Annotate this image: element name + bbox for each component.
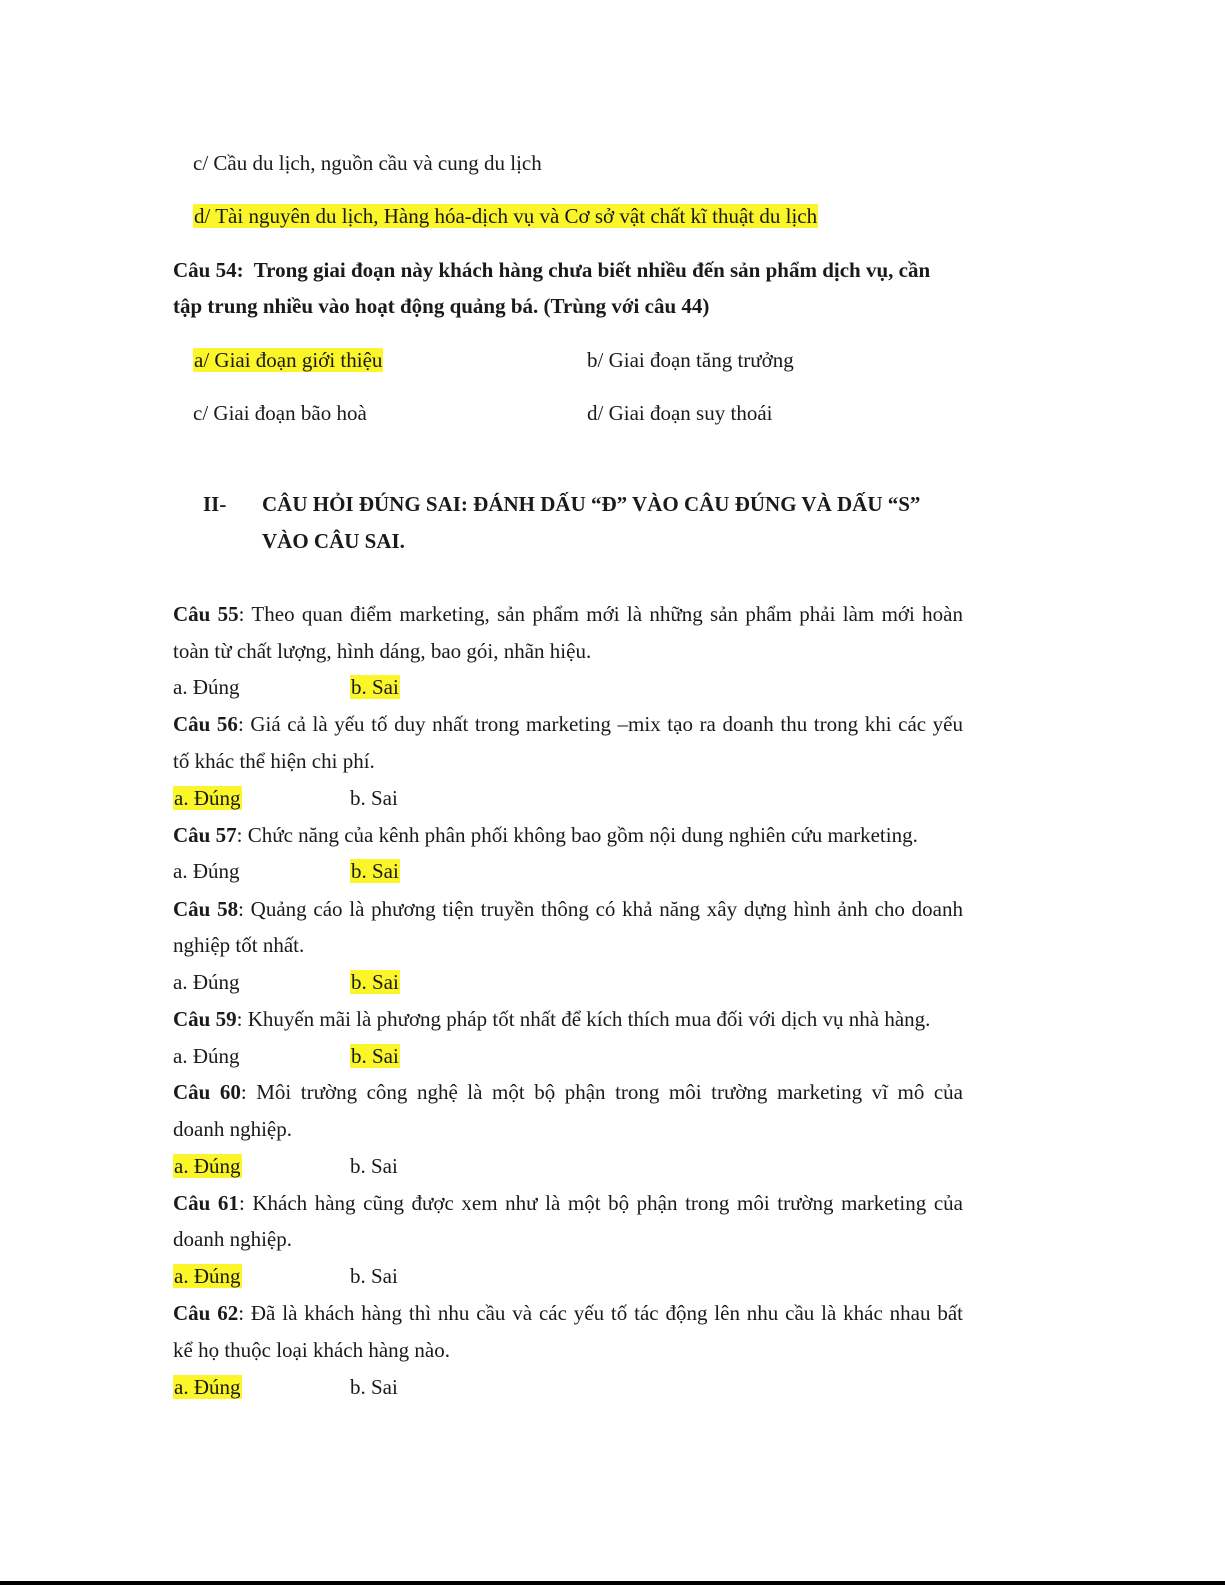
q56-text-line1: : Giá cả là yếu tố duy nhất trong marketing –mix tạo ra doanh thu trong khi các yếu [237,712,963,736]
section2-title-line2: VÀO CÂU SAI. [262,529,405,553]
q57-option-a: a. Đúng [173,859,240,883]
q54-prompt-line1 [173,256,930,284]
q57-label: Câu 57 [173,823,237,847]
q56-label: Câu 56 [173,712,238,736]
q61-option-a-text: a. Đúng [174,1264,241,1288]
q59-option-b-text: b. Sai [351,1044,399,1068]
q53-option-d-text: d/ Tài nguyên du lịch, Hàng hóa-dịch vụ và Cơ sở vật chất kĩ thuật du lịch [194,204,818,228]
q56-text-line2: tố khác thể hiện chi phí. [173,749,375,773]
q60-option-b: b. Sai [350,1154,398,1178]
q56-line1 [173,710,963,738]
q55-text-line1: : Theo quan điểm marketing, sản phẩm mới là những sản phẩm phải làm mới hoàn [238,602,963,626]
q61-option-a [173,1262,242,1290]
q54-option-b: b/ Giai đoạn tăng trưởng [587,348,794,372]
q57-option-b-text: b. Sai [351,859,399,883]
q62-option-b: b. Sai [350,1375,398,1399]
q60-text-line1: : Môi trường công nghệ là một bộ phận trong môi trường marketing vĩ mô của [240,1080,963,1104]
q61-label: Câu 61 [173,1191,239,1215]
q54-text-line1: Trong giai đoạn này khách hàng chưa biết nhiều đến sản phẩm dịch vụ, cần [253,258,931,282]
q54-option-a [193,346,383,374]
q57-option-b [350,857,400,885]
q62-label: Câu 62 [173,1301,239,1325]
q56-option-a [173,784,242,812]
q58-option-a: a. Đúng [173,970,240,994]
q57-text-line1: : Chức năng của kênh phân phối không bao gồm nội dung nghiên cứu marketing. [236,823,918,847]
q60-text-line2: doanh nghiệp. [173,1117,292,1141]
q55-option-a: a. Đúng [173,675,240,699]
q62-option-a-text: a. Đúng [174,1375,241,1399]
q62-text-line1: : Đã là khách hàng thì nhu cầu và các yếu tố tác động lên nhu cầu là khác nhau bất [238,1301,963,1325]
q61-text-line2: doanh nghiệp. [173,1227,292,1251]
q59-option-b [350,1042,400,1070]
q62-line1 [173,1299,963,1327]
q60-label: Câu 60 [173,1080,241,1104]
section2-title-line1: CÂU HỎI ĐÚNG SAI: ĐÁNH DẤU “Đ” VÀO CÂU ĐÚNG VÀ DẤU “S” [262,492,921,516]
q54-label: Câu 54: [173,258,244,282]
q60-option-a [173,1152,242,1180]
q59-text-line1: : Khuyến mãi là phương pháp tốt nhất để kích thích mua đối với dịch vụ nhà hàng. [236,1007,931,1031]
q62-text-line2: kể họ thuộc loại khách hàng nào. [173,1338,450,1362]
q60-option-a-text: a. Đúng [174,1154,241,1178]
q56-option-a-text: a. Đúng [174,786,241,810]
q61-text-line1: : Khách hàng cũng được xem như là một bộ phận trong môi trường marketing của [238,1191,963,1215]
q55-option-b [350,673,400,701]
q55-label: Câu 55 [173,602,239,626]
q61-option-b: b. Sai [350,1264,398,1288]
q54-option-c: c/ Giai đoạn bão hoà [193,401,367,425]
q58-text-line1: : Quảng cáo là phương tiện truyền thông có khả năng xây dựng hình ảnh cho doanh [238,897,963,921]
q55-option-b-text: b. Sai [351,675,399,699]
q54-text-line2: tập trung nhiều vào hoạt động quảng bá. (Trùng với câu 44) [173,294,710,318]
q58-option-b [350,968,400,996]
bottom-page-edge [0,1581,1225,1585]
q54-option-a-text: a/ Giai đoạn giới thiệu [194,348,383,372]
q58-line1 [173,895,963,923]
q58-text-line2: nghiệp tốt nhất. [173,933,305,957]
q56-option-b: b. Sai [350,786,398,810]
q60-line1 [173,1078,963,1106]
q58-option-b-text: b. Sai [351,970,399,994]
q55-line1 [173,600,963,628]
q58-label: Câu 58 [173,897,239,921]
section2-number: II- [203,492,227,516]
q53-option-c: c/ Cầu du lịch, nguồn cầu và cung du lịch [193,151,542,175]
q59-option-a: a. Đúng [173,1044,240,1068]
q53-option-d [193,202,818,230]
q57-line1 [173,821,918,849]
q59-line1 [173,1005,930,1033]
q54-option-d: d/ Giai đoạn suy thoái [587,401,773,425]
q61-line1 [173,1189,963,1217]
q62-option-a [173,1373,242,1401]
q59-label: Câu 59 [173,1007,237,1031]
q55-text-line2: toàn từ chất lượng, hình dáng, bao gói, nhãn hiệu. [173,639,592,663]
